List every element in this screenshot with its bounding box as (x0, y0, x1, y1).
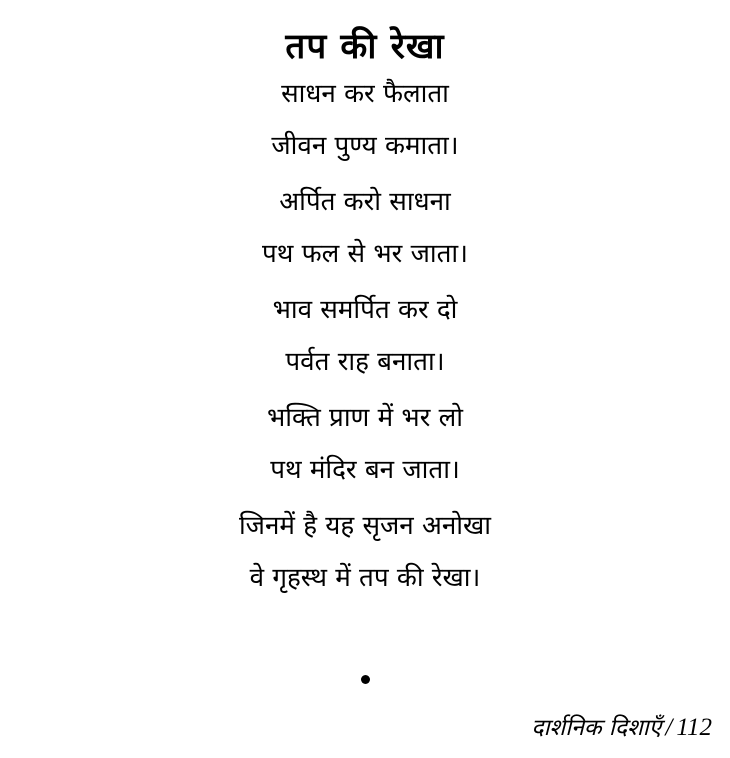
ornament-divider (0, 672, 730, 688)
bullet-dot-icon (361, 675, 370, 684)
footer-book-title: दार्शनिक दिशाएँ (531, 715, 662, 741)
footer-separator: / (665, 714, 673, 741)
poem-line: जिनमें है यह सृजन अनोखा (238, 511, 492, 541)
poem-line: पथ फल से भर जाता। (261, 239, 469, 269)
poem-line: भक्ति प्राण में भर लो (267, 403, 463, 433)
poem-line: अर्पित करो साधना (279, 187, 451, 217)
poem-line: वे गृहस्थ में तप की रेखा। (249, 563, 481, 593)
poem-line: साधन कर फैलाता (281, 79, 449, 109)
page-footer (531, 710, 712, 742)
footer-page-number: 112 (676, 714, 712, 741)
poem-title: तप की रेखा (285, 27, 445, 67)
poem-lines (0, 81, 730, 591)
poem-line: भाव समर्पित कर दो (272, 295, 458, 325)
poem-line: पर्वत राह बनाता। (285, 347, 445, 377)
poem-line: जीवन पुण्य कमाता। (271, 131, 459, 161)
poem-line: पथ मंदिर बन जाता। (270, 455, 460, 485)
